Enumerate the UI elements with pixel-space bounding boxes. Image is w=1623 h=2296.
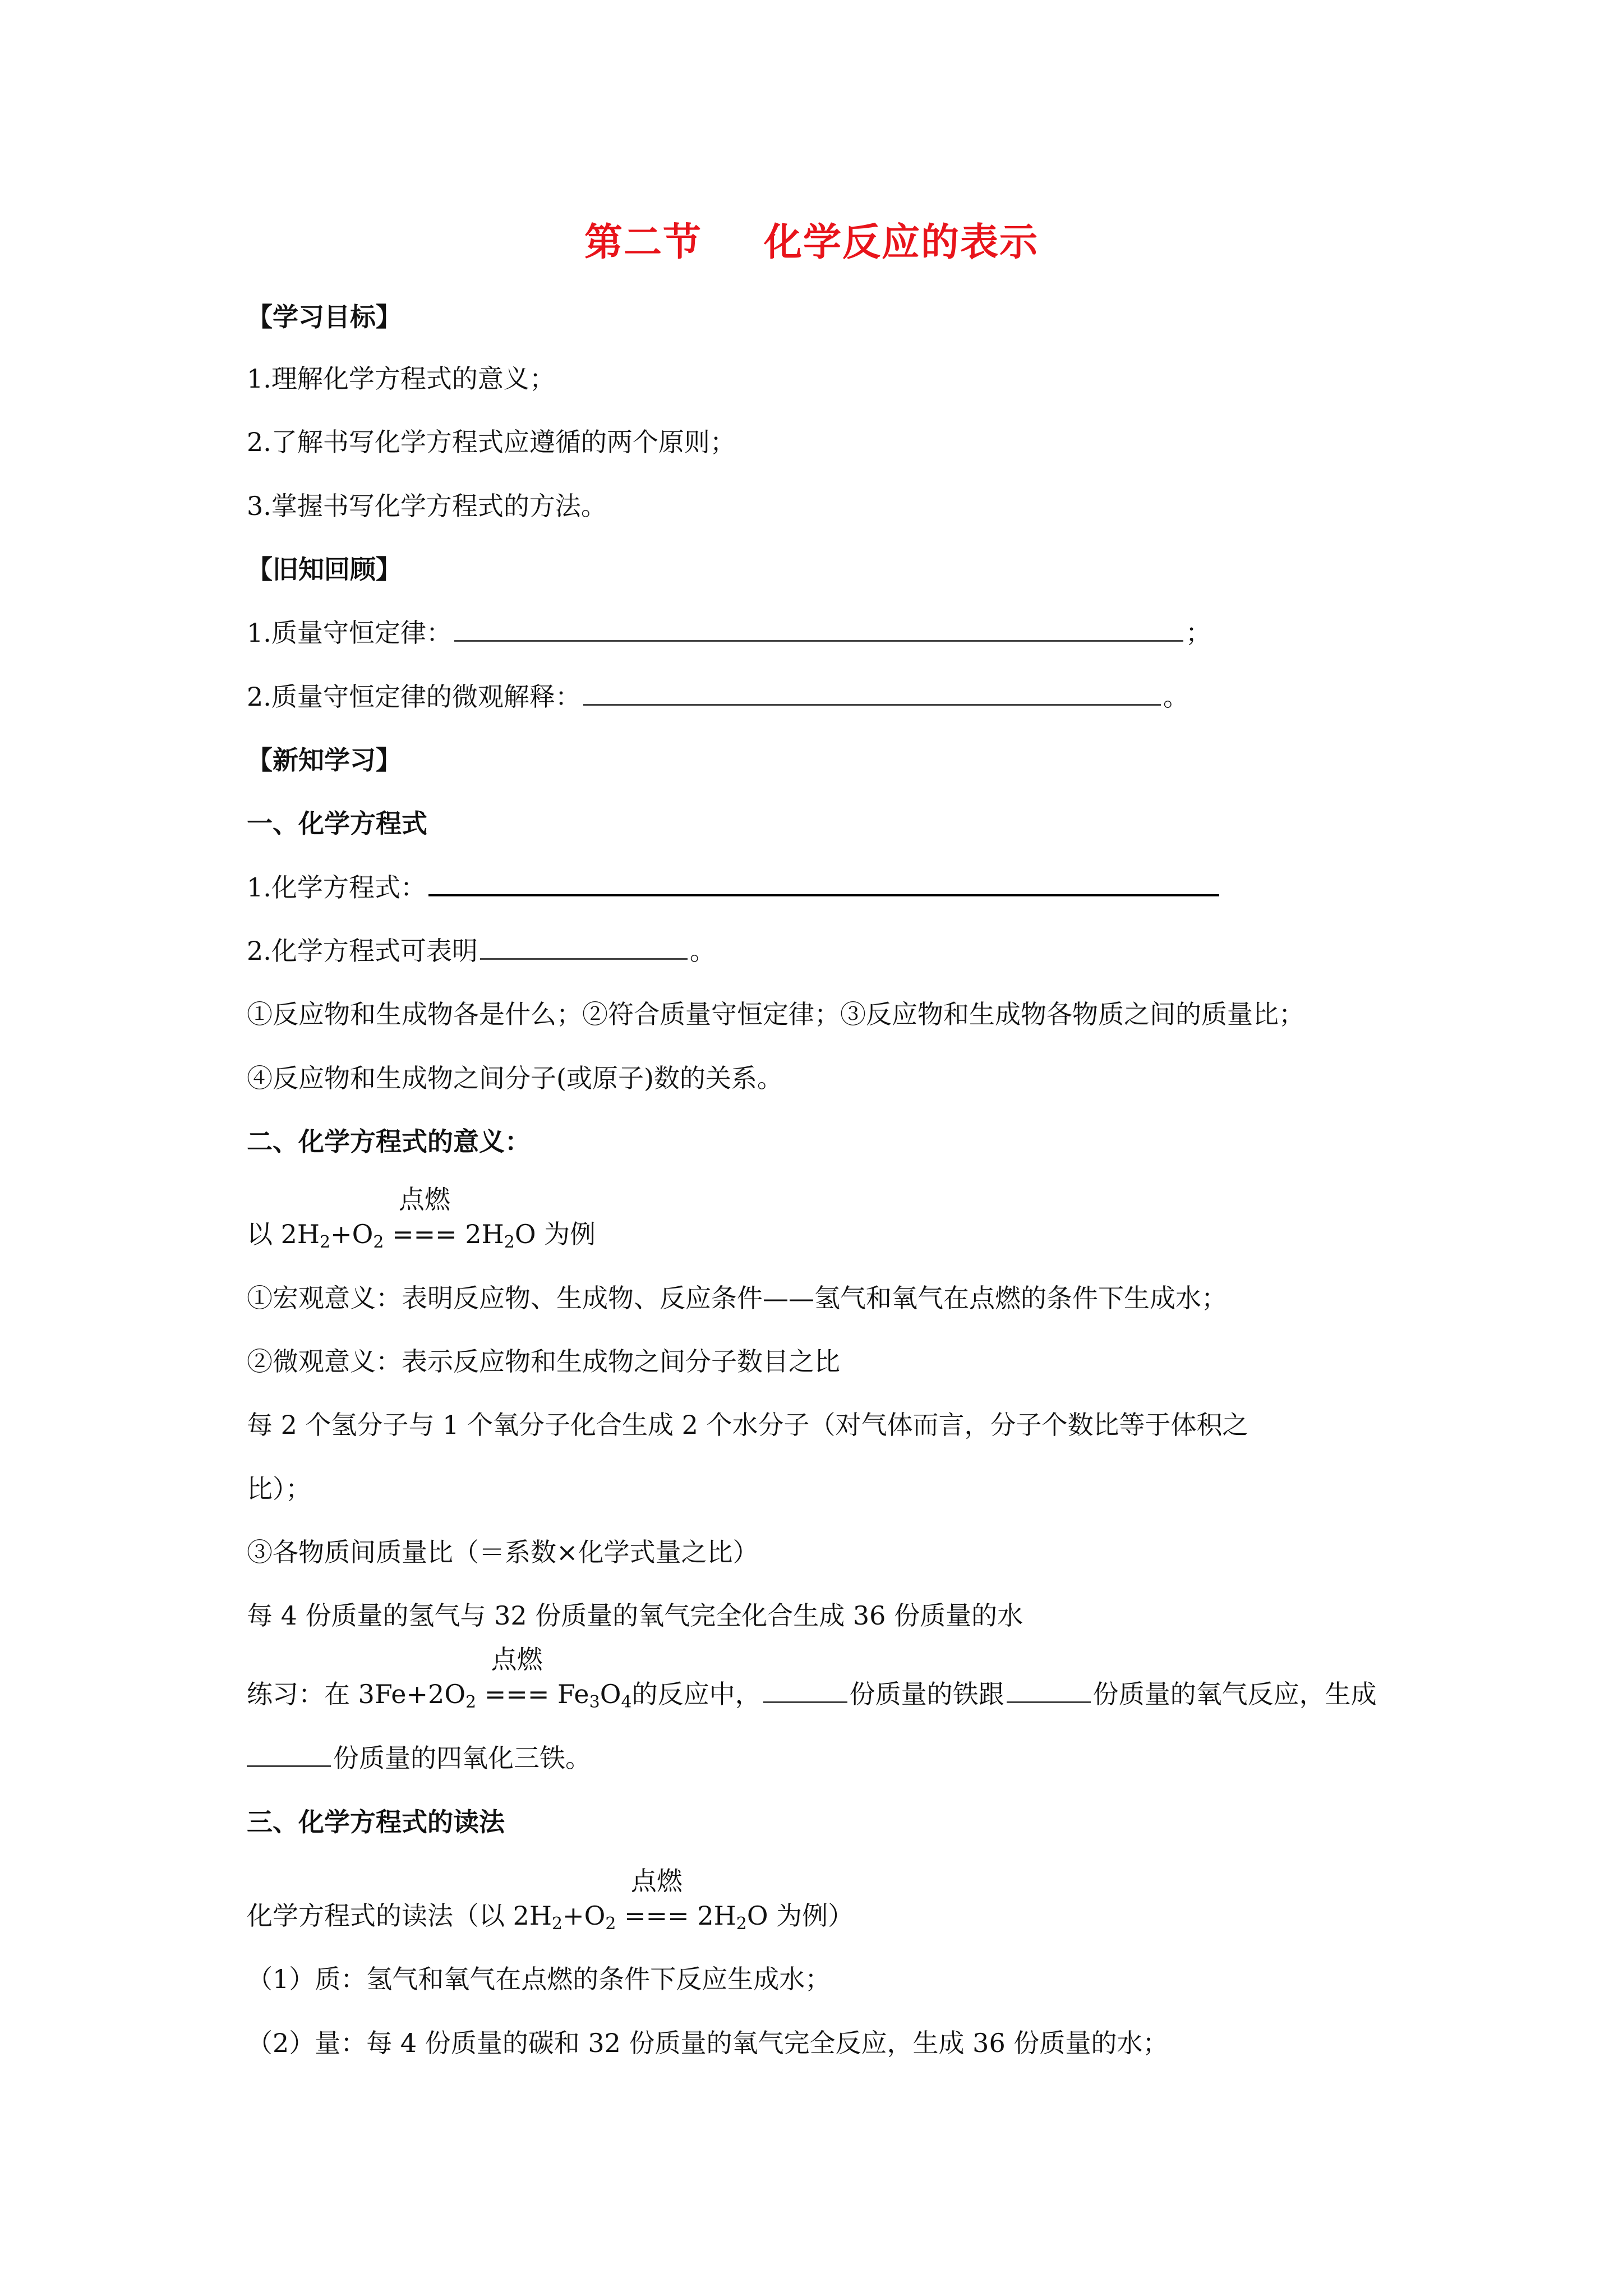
equals-sign: === — [484, 1679, 550, 1709]
page-title — [0, 212, 1623, 266]
reaction-arrow — [484, 1644, 550, 1711]
eq-text: +O — [562, 1901, 606, 1931]
equals-sign: === — [624, 1901, 689, 1931]
eq-subscript: 2 — [552, 1914, 563, 1934]
answer-blank[interactable] — [763, 1697, 847, 1703]
review-heading: 【旧知回顾】 — [247, 554, 402, 585]
section-3-heading: 三、化学方程式的读法 — [247, 1807, 505, 1837]
s3-reading-quality: （1）质：氢气和氧气在点燃的条件下反应生成水； — [247, 1964, 831, 1994]
s2-mass-detail: 每 4 份质量的氢气与 32 份质量的氧气完全化合生成 36 份质量的水 — [247, 1600, 1023, 1631]
s2-micro-detail-2: 比）； — [247, 1474, 311, 1504]
eq-subscript: 4 — [621, 1692, 632, 1712]
eq-subscript: 2 — [373, 1232, 384, 1252]
eq-subscript: 2 — [504, 1232, 515, 1252]
review-q1-end: ； — [1185, 618, 1211, 648]
eq-text: O 为例） — [746, 1901, 854, 1931]
eq-text: 练习：在 3Fe+2O — [247, 1679, 466, 1709]
s3-reading-quantity: （2）量：每 4 份质量的碳和 32 份质量的氧气完全反应，生成 36 份质量的水； — [247, 2028, 1169, 2058]
title-text: 化学反应的表示 — [764, 220, 1039, 265]
practice-text: 份质量的铁跟 — [849, 1679, 1004, 1709]
answer-blank[interactable] — [247, 1761, 331, 1767]
section-2-heading: 二、化学方程式的意义： — [247, 1126, 531, 1157]
eq-text: 2H — [465, 1219, 504, 1249]
review-q1-label: 1.质量守恒定律： — [247, 618, 452, 648]
reaction-condition: 点燃 — [630, 1866, 683, 1896]
s1-q1-label: 1.化学方程式： — [247, 872, 426, 903]
review-q2-label: 2.质量守恒定律的微观解释： — [247, 682, 581, 712]
s2-macro-meaning: ①宏观意义：表明反应物、生成物、反应条件——氢气和氧气在点燃的条件下生成水； — [247, 1283, 1227, 1313]
eq-text: 化学方程式的读法（以 2H — [247, 1901, 552, 1931]
answer-blank[interactable] — [454, 636, 1183, 642]
s1-q2-end: 。 — [689, 936, 716, 966]
s1-question-2 — [247, 934, 716, 968]
answer-blank[interactable] — [583, 700, 1161, 706]
s1-question-1 — [247, 871, 1221, 904]
eq-text: O 为例 — [514, 1219, 596, 1249]
goal-item-3: 3.掌握书写化学方程式的方法。 — [247, 491, 607, 521]
reaction-arrow — [392, 1184, 457, 1251]
practice-text: 份质量的四氧化三铁。 — [333, 1743, 591, 1773]
s2-micro-detail-1: 每 2 个氢分子与 1 个氧分子化合生成 2 个水分子（对气体而言，分子个数比等于体积之 — [247, 1410, 1248, 1440]
goals-heading: 【学习目标】 — [247, 302, 402, 332]
eq-subscript: 2 — [736, 1914, 747, 1934]
eq-subscript: 2 — [605, 1914, 616, 1934]
answer-blank[interactable] — [428, 890, 1219, 896]
goal-item-2: 2.了解书写化学方程式应遵循的两个原则； — [247, 427, 736, 457]
reaction-condition: 点燃 — [398, 1184, 450, 1214]
eq-text: O — [600, 1679, 621, 1709]
reaction-condition: 点燃 — [491, 1644, 543, 1674]
review-question-1 — [247, 616, 1211, 650]
eq-text: 2H — [697, 1901, 736, 1931]
equals-sign: === — [392, 1219, 457, 1249]
s2-mass-meaning: ③各物质间质量比（＝系数×化学式量之比） — [247, 1537, 759, 1567]
eq-subscript: 2 — [320, 1232, 331, 1252]
practice-text: 的反应中， — [631, 1679, 761, 1709]
eq-text: 以 2H — [247, 1219, 320, 1249]
s3-example-equation — [247, 1866, 854, 1934]
answer-blank[interactable] — [1007, 1697, 1091, 1703]
goal-item-1: 1.理解化学方程式的意义； — [247, 364, 555, 394]
answer-blank[interactable] — [480, 954, 688, 960]
reaction-arrow — [624, 1866, 689, 1932]
title-section-number: 第二节 — [584, 220, 702, 265]
eq-subscript: 2 — [465, 1692, 477, 1712]
s2-example-equation — [247, 1184, 596, 1252]
s2-practice-line-1 — [247, 1644, 1377, 1712]
s2-practice-line-2 — [247, 1741, 591, 1775]
practice-text: 份质量的氧气反应，生成 — [1092, 1679, 1377, 1709]
new-heading: 【新知学习】 — [247, 745, 402, 775]
section-1-heading: 一、化学方程式 — [247, 808, 427, 839]
eq-text: Fe — [557, 1679, 589, 1709]
s1-q2-label: 2.化学方程式可表明 — [247, 936, 478, 966]
s2-micro-meaning: ②微观意义：表示反应物和生成物之间分子数目之比 — [247, 1346, 840, 1377]
eq-text: +O — [330, 1219, 374, 1249]
s1-options-1: ①反应物和生成物各是什么；②符合质量守恒定律；③反应物和生成物各物质之间的质量比； — [247, 999, 1304, 1029]
s1-options-2: ④反应物和生成物之间分子(或原子)数的关系。 — [247, 1063, 783, 1093]
review-question-2 — [247, 680, 1189, 714]
eq-subscript: 3 — [589, 1692, 600, 1712]
review-q2-end: 。 — [1163, 682, 1189, 712]
